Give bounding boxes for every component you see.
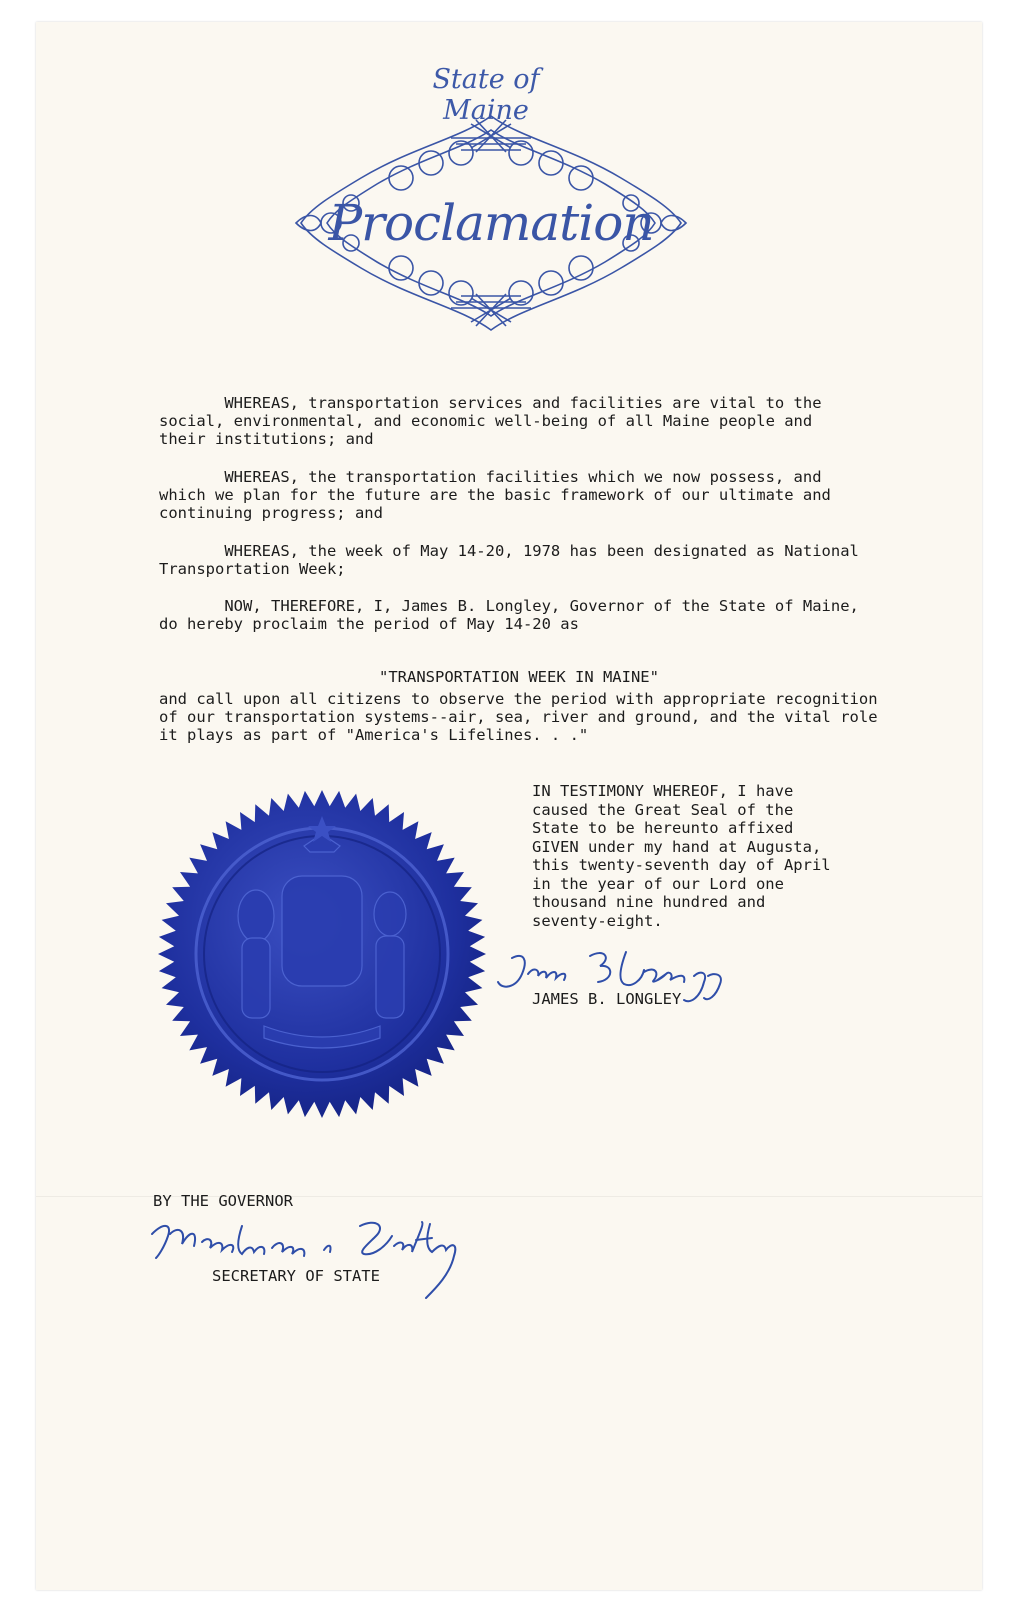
secretary-of-state-title: SECRETARY OF STATE	[212, 1267, 380, 1285]
proclamation-sheet	[36, 22, 982, 1590]
great-seal-icon	[154, 786, 490, 1122]
state-of-maine-heading: State of Maine	[432, 64, 540, 126]
whereas-paragraph-3: WHEREAS, the week of May 14-20, 1978 has been designated as National Transportation Week;	[159, 542, 859, 578]
whereas-paragraph-2: WHEREAS, the transportation facilities which we now possess, and which we plan for the future are the basic framework of our ultimate and continuing progress; and	[159, 468, 831, 522]
therefore-paragraph: NOW, THEREFORE, I, James B. Longley, Governor of the State of Maine, do hereby proclaim the period of May 14-20 as	[159, 597, 859, 633]
governor-name: JAMES B. LONGLEY	[532, 990, 682, 1008]
testimony-block: IN TESTIMONY WHEREOF, I have caused the Great Seal of the State to be hereunto affixed GIVEN under my hand at Augusta, this twenty-seventh day of April in the year of our Lord one thousand nine hundred and seventy-eight.	[532, 782, 831, 930]
by-the-governor-label: BY THE GOVERNOR	[153, 1192, 293, 1210]
proclamation-title: Proclamation	[328, 194, 654, 252]
whereas-paragraph-1: WHEREAS, transportation services and facilities are vital to the social, environmental, and economic well-being of all Maine people and their institutions; and	[159, 394, 822, 448]
call-paragraph: and call upon all citizens to observe the period with appropriate recognition of our transportation systems--air, sea, river and ground, and the vital role it plays as part of "America's Lifelines. . ."	[159, 690, 878, 744]
proclamation-cartouche	[291, 108, 691, 338]
secretary-signature-icon	[146, 1212, 486, 1308]
proclaimed-title: "TRANSPORTATION WEEK IN MAINE"	[379, 668, 659, 686]
